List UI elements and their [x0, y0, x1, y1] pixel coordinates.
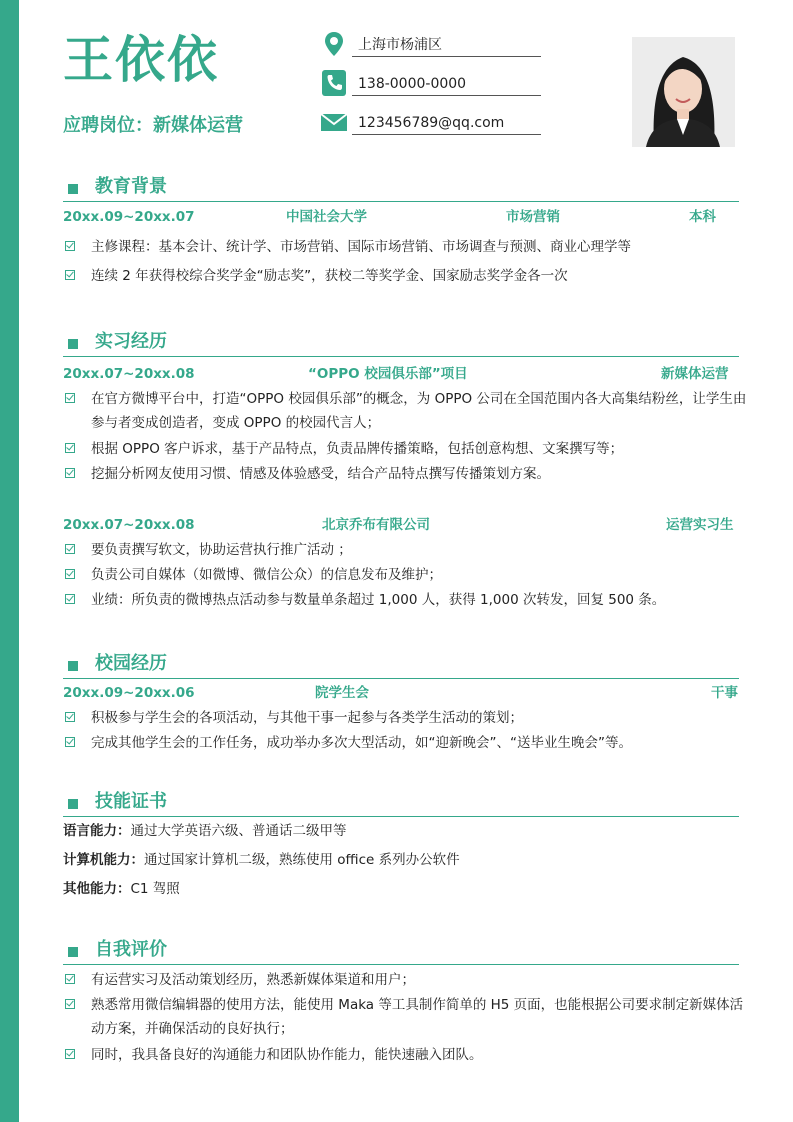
checkbox-icon [65, 974, 75, 984]
entry-role: 运营实习生 [666, 517, 734, 533]
checkbox-icon [65, 241, 75, 251]
skill-item: 其他能力：C1 驾照 [63, 881, 180, 897]
entry-major: 市场营销 [506, 209, 560, 225]
checkbox-icon [65, 999, 75, 1009]
entry-org: 中国社会大学 [286, 209, 367, 225]
list-item: 同时，我具备良好的沟通能力和团队协作能力，能快速融入团队。 [63, 1043, 753, 1067]
location-pin-icon [320, 30, 348, 58]
envelope-icon [320, 108, 348, 136]
list-item: 积极参与学生会的各项活动，与其他干事一起参与各类学生活动的策划； [63, 706, 753, 730]
square-bullet-icon [68, 184, 78, 194]
entry-role: 本科 [689, 209, 716, 225]
section-title: 实习经历 [95, 331, 167, 352]
email-field [320, 108, 542, 138]
section-evaluation [63, 934, 739, 965]
checkbox-icon [65, 594, 75, 604]
address-value: 上海市杨浦区 [352, 33, 541, 57]
left-accent-bar [0, 0, 19, 1122]
checkbox-icon [65, 544, 75, 554]
checkbox-icon [65, 569, 75, 579]
checkbox-icon [65, 737, 75, 747]
square-bullet-icon [68, 661, 78, 671]
section-campus [63, 648, 739, 679]
checkbox-icon [65, 468, 75, 478]
list-item: 有运营实习及活动策划经历，熟悉新媒体渠道和用户； [63, 968, 753, 992]
skill-item: 语言能力：通过大学英语六级、普通话二级甲等 [63, 823, 347, 839]
entry-date: 20xx.09~20xx.06 [63, 685, 195, 701]
entry-org: “OPPO 校园俱乐部”项目 [308, 366, 468, 382]
checkbox-icon [65, 712, 75, 722]
phone-icon [320, 69, 348, 97]
checkbox-icon [65, 393, 75, 403]
section-title: 自我评价 [95, 939, 167, 960]
list-item: 熟悉常用微信编辑器的使用方法，能使用 Maka 等工具制作简单的 H5 页面，也能根据公司要求制定新媒体活动方案，并确保活动的良好执行； [63, 993, 753, 1041]
square-bullet-icon [68, 799, 78, 809]
list-item: 在官方微博平台中，打造“OPPO 校园俱乐部”的概念，为 OPPO 公司在全国范围内各大高集结粉丝，让学生由参与者变成创造者，变成 OPPO 的校园代言人； [63, 387, 753, 435]
checkbox-icon [65, 443, 75, 453]
address-field [320, 30, 542, 60]
list-item: 负责公司自媒体（如微博、微信公众）的信息发布及维护； [63, 563, 753, 587]
profile-photo [632, 37, 735, 147]
campus-entry [63, 683, 739, 703]
list-item: 主修课程：基本会计、统计学、市场营销、国际市场营销、市场调查与预测、商业心理学等 [63, 235, 753, 259]
section-title: 校园经历 [95, 653, 167, 674]
section-title: 教育背景 [95, 176, 167, 197]
entry-org: 北京乔布有限公司 [322, 517, 430, 533]
phone-field [320, 69, 542, 99]
internship-entry-2 [63, 515, 739, 535]
entry-date: 20xx.07~20xx.08 [63, 366, 195, 382]
email-value: 123456789@qq.com [352, 111, 541, 135]
entry-org: 院学生会 [315, 685, 369, 701]
education-entry [63, 207, 739, 227]
section-education [63, 171, 739, 202]
list-item: 根据 OPPO 客户诉求，基于产品特点，负责品牌传播策略，包括创意构想、文案撰写等； [63, 437, 753, 461]
checkbox-icon [65, 270, 75, 280]
entry-role: 新媒体运营 [661, 366, 729, 382]
list-item: 完成其他学生会的工作任务，成功举办多次大型活动，如“迎新晚会”、“送毕业生晚会”等。 [63, 731, 753, 755]
phone-value: 138-0000-0000 [352, 72, 541, 96]
section-internship [63, 326, 739, 357]
square-bullet-icon [68, 947, 78, 957]
job-position: 应聘岗位：新媒体运营 [63, 115, 243, 136]
list-item: 要负责撰写软文，协助运营执行推广活动 ； [63, 538, 753, 562]
section-skills [63, 786, 739, 817]
entry-date: 20xx.07~20xx.08 [63, 517, 195, 533]
list-item: 连续 2 年获得校综合奖学金“励志奖”，获校二等奖学金、国家励志奖学金各一次 [63, 264, 753, 288]
entry-date: 20xx.09~20xx.07 [63, 209, 195, 225]
list-item: 业绩：所负责的微博热点活动参与数量单条超过 1,000 人，获得 1,000 次转发，回复 500 条。 [63, 588, 753, 612]
internship-entry-1 [63, 364, 739, 384]
skill-item: 计算机能力：通过国家计算机二级，熟练使用 office 系列办公软件 [63, 852, 460, 868]
candidate-name: 王依依 [63, 31, 219, 89]
square-bullet-icon [68, 339, 78, 349]
checkbox-icon [65, 1049, 75, 1059]
section-title: 技能证书 [95, 791, 167, 812]
entry-role: 干事 [711, 685, 738, 701]
list-item: 挖掘分析网友使用习惯、情感及体验感受，结合产品特点撰写传播策划方案。 [63, 462, 753, 486]
